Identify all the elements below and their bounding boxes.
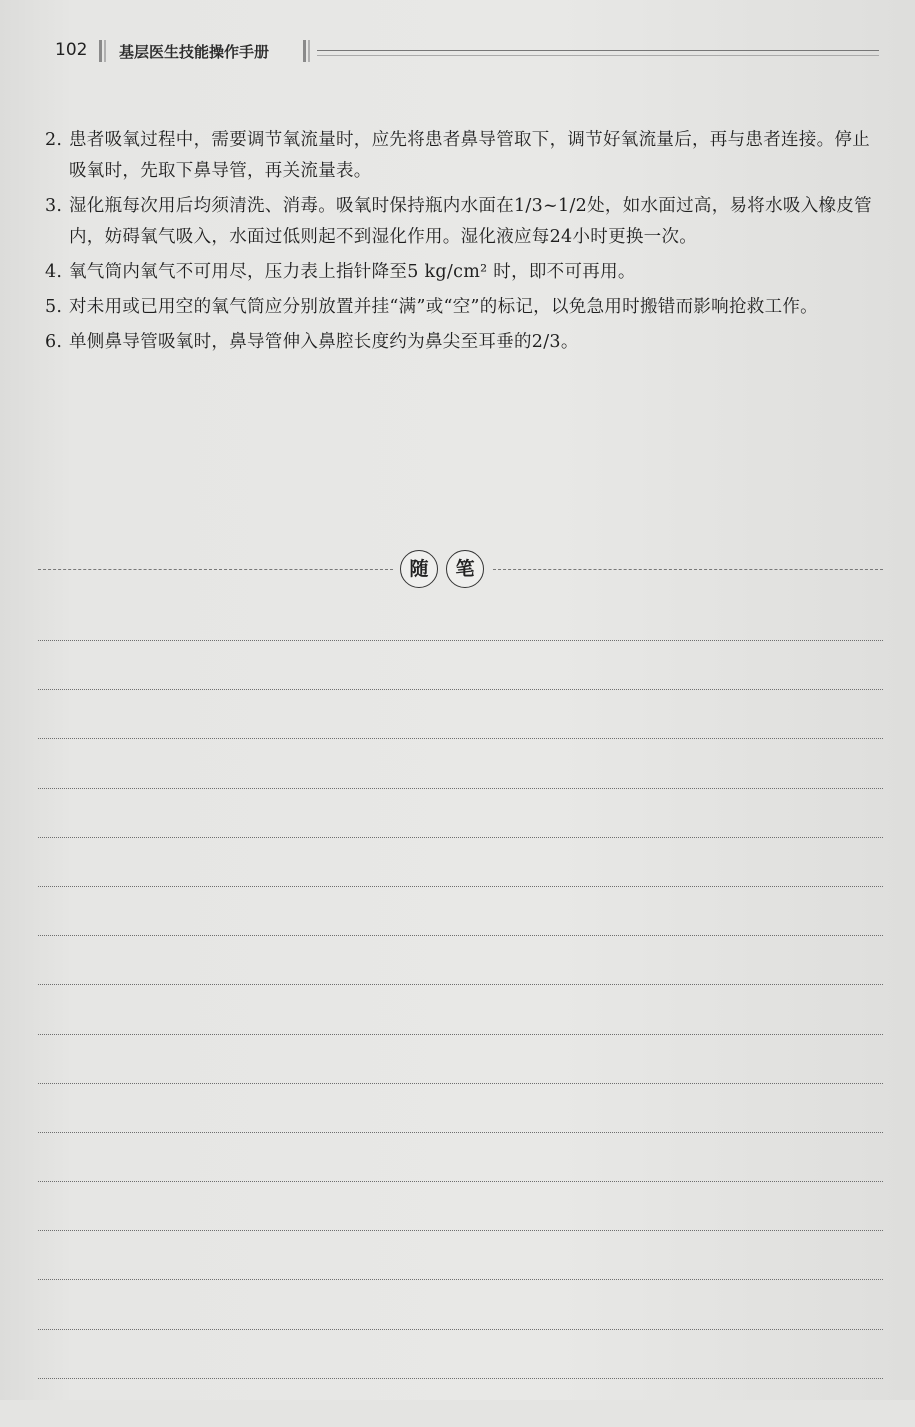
notes-title-char: 笔 xyxy=(446,550,484,588)
note-line xyxy=(38,788,883,789)
note-line xyxy=(38,689,883,690)
item-text: 对未用或已用空的氧气筒应分别放置并挂“满”或“空”的标记，以免急用时搬错而影响抢救工作。 xyxy=(69,297,818,317)
note-line xyxy=(38,935,883,936)
item-text: 氧气筒内氧气不可用尽，压力表上指针降至5 kg/cm² 时，即不可再用。 xyxy=(69,262,636,282)
book-title: 基层医生技能操作手册 xyxy=(119,43,270,61)
item-text: 湿化瓶每次用后均须清洗、消毒。吸氧时保持瓶内水面在1/3~1/2处，如水面过高，易将水吸入橡皮管内，妨碍氧气吸入，水面过低则起不到湿化作用。湿化液应每24小时更换一次。 xyxy=(69,196,872,247)
note-line xyxy=(38,1034,883,1035)
notes-lines xyxy=(38,640,883,1427)
note-line xyxy=(38,984,883,985)
header-divider xyxy=(99,40,102,62)
list-item xyxy=(45,292,885,323)
notes-divider xyxy=(493,569,883,570)
list-item xyxy=(45,191,885,253)
item-number: 5. xyxy=(45,297,63,317)
header-rule xyxy=(317,50,879,51)
note-line xyxy=(38,1181,883,1182)
item-number: 4. xyxy=(45,262,63,282)
note-line xyxy=(38,1230,883,1231)
header-divider xyxy=(308,40,310,62)
note-line xyxy=(38,1083,883,1084)
header-divider xyxy=(104,40,106,62)
notes-title-char: 随 xyxy=(400,550,438,588)
note-line xyxy=(38,837,883,838)
list-item xyxy=(45,327,885,358)
notes-heading xyxy=(38,548,883,592)
note-line xyxy=(38,738,883,739)
note-line xyxy=(38,1279,883,1280)
item-number: 2. xyxy=(45,130,63,150)
list-item xyxy=(45,257,885,288)
item-number: 3. xyxy=(45,196,63,216)
item-text: 患者吸氧过程中，需要调节氧流量时，应先将患者鼻导管取下，调节好氧流量后，再与患者连接。停止吸氧时，先取下鼻导管，再关流量表。 xyxy=(69,130,870,181)
header-rule xyxy=(317,55,879,56)
item-text: 单侧鼻导管吸氧时，鼻导管伸入鼻腔长度约为鼻尖至耳垂的2/3。 xyxy=(69,332,579,352)
header-divider xyxy=(303,40,306,62)
note-line xyxy=(38,886,883,887)
notes-divider xyxy=(38,569,393,570)
note-line xyxy=(38,640,883,641)
list-item xyxy=(45,125,885,187)
note-line xyxy=(38,1132,883,1133)
item-number: 6. xyxy=(45,332,63,352)
note-line xyxy=(38,1329,883,1330)
page-header xyxy=(55,36,885,66)
precautions-list xyxy=(45,125,885,362)
note-line xyxy=(38,1378,883,1379)
page-number: 102 xyxy=(55,40,88,60)
